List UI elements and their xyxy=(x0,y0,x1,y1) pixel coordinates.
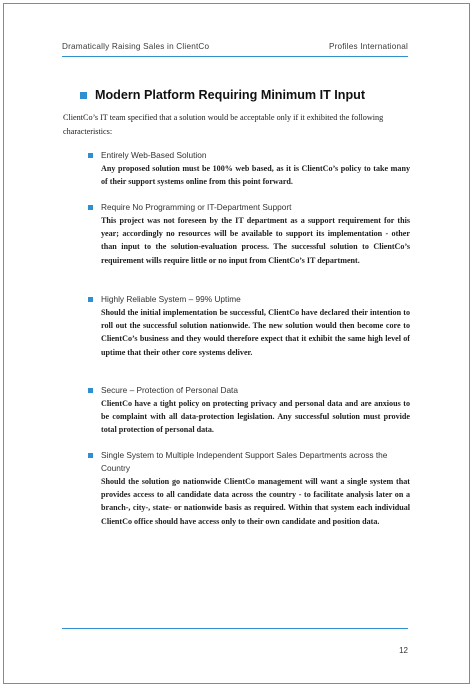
characteristic-body: Should the solution go nationwide ClientCo management will want a single system that provides access to all candidate data across the country - to facilitate analysis later on a branch-, city-, state- or nationwide basis as required. Within that system each individual ClientCo office should have access only to their own candidate and position data. xyxy=(101,477,410,526)
characteristic-title xyxy=(88,384,410,397)
characteristic-body: This project was not foreseen by the IT department as a support requirement for this year; accordingly no resources will be available to support its implementation - other than input to the solution-evaluation process. The successful solution to ClientCo’s requirement wills require little or no input from ClientCo’s IT department. xyxy=(101,216,410,265)
square-bullet-icon xyxy=(88,453,93,458)
page-number: 12 xyxy=(399,646,408,655)
intro-paragraph: ClientCo’s IT team specified that a solution would be acceptable only if it exhibited the following characteristics: xyxy=(63,113,384,136)
characteristic-title-text: Secure – Protection of Personal Data xyxy=(101,385,238,395)
square-bullet-icon xyxy=(88,205,93,210)
header-document-title: Dramatically Raising Sales in ClientCo xyxy=(62,42,210,51)
characteristic-item xyxy=(88,384,410,437)
characteristic-item xyxy=(88,149,410,188)
section-heading xyxy=(80,88,365,102)
square-bullet-icon xyxy=(80,92,87,99)
section-heading-text: Modern Platform Requiring Minimum IT Input xyxy=(95,88,366,102)
square-bullet-icon xyxy=(88,297,93,302)
header-company-name: Profiles International xyxy=(328,42,408,51)
characteristic-body: Any proposed solution must be 100% web based, as it is ClientCo’s policy to take many of their support systems online from this point forward. xyxy=(101,164,410,187)
header-rule xyxy=(62,56,408,57)
characteristic-item xyxy=(88,449,410,528)
characteristic-title xyxy=(88,449,410,475)
characteristic-title-text: Highly Reliable System – 99% Uptime xyxy=(101,294,241,304)
characteristic-body: ClientCo have a tight policy on protecting privacy and personal data and are anxious to be complaint with all data-protection legislation. Any successful solution must provide total protection of personal data. xyxy=(101,399,410,435)
characteristic-title xyxy=(88,149,410,162)
characteristic-body: Should the initial implementation be successful, ClientCo have declared their intention to roll out the successful solution nationwide. The new solution would then become core to ClientCo’s business and they would therefore expect that it exhibit the same high level of uptime that their other core systems deliver. xyxy=(101,308,410,357)
characteristic-title-text: Entirely Web-Based Solution xyxy=(101,150,207,160)
characteristic-title xyxy=(88,293,410,306)
square-bullet-icon xyxy=(88,388,93,393)
footer-rule xyxy=(62,628,408,629)
square-bullet-icon xyxy=(88,153,93,158)
characteristic-title xyxy=(88,201,410,214)
page-header xyxy=(62,42,408,51)
characteristic-item xyxy=(88,293,410,359)
characteristic-item xyxy=(88,201,410,267)
characteristic-title-text: Require No Programming or IT-Department Support xyxy=(101,202,292,212)
characteristic-title-text: Single System to Multiple Independent Support Sales Departments across the Country xyxy=(101,450,388,473)
